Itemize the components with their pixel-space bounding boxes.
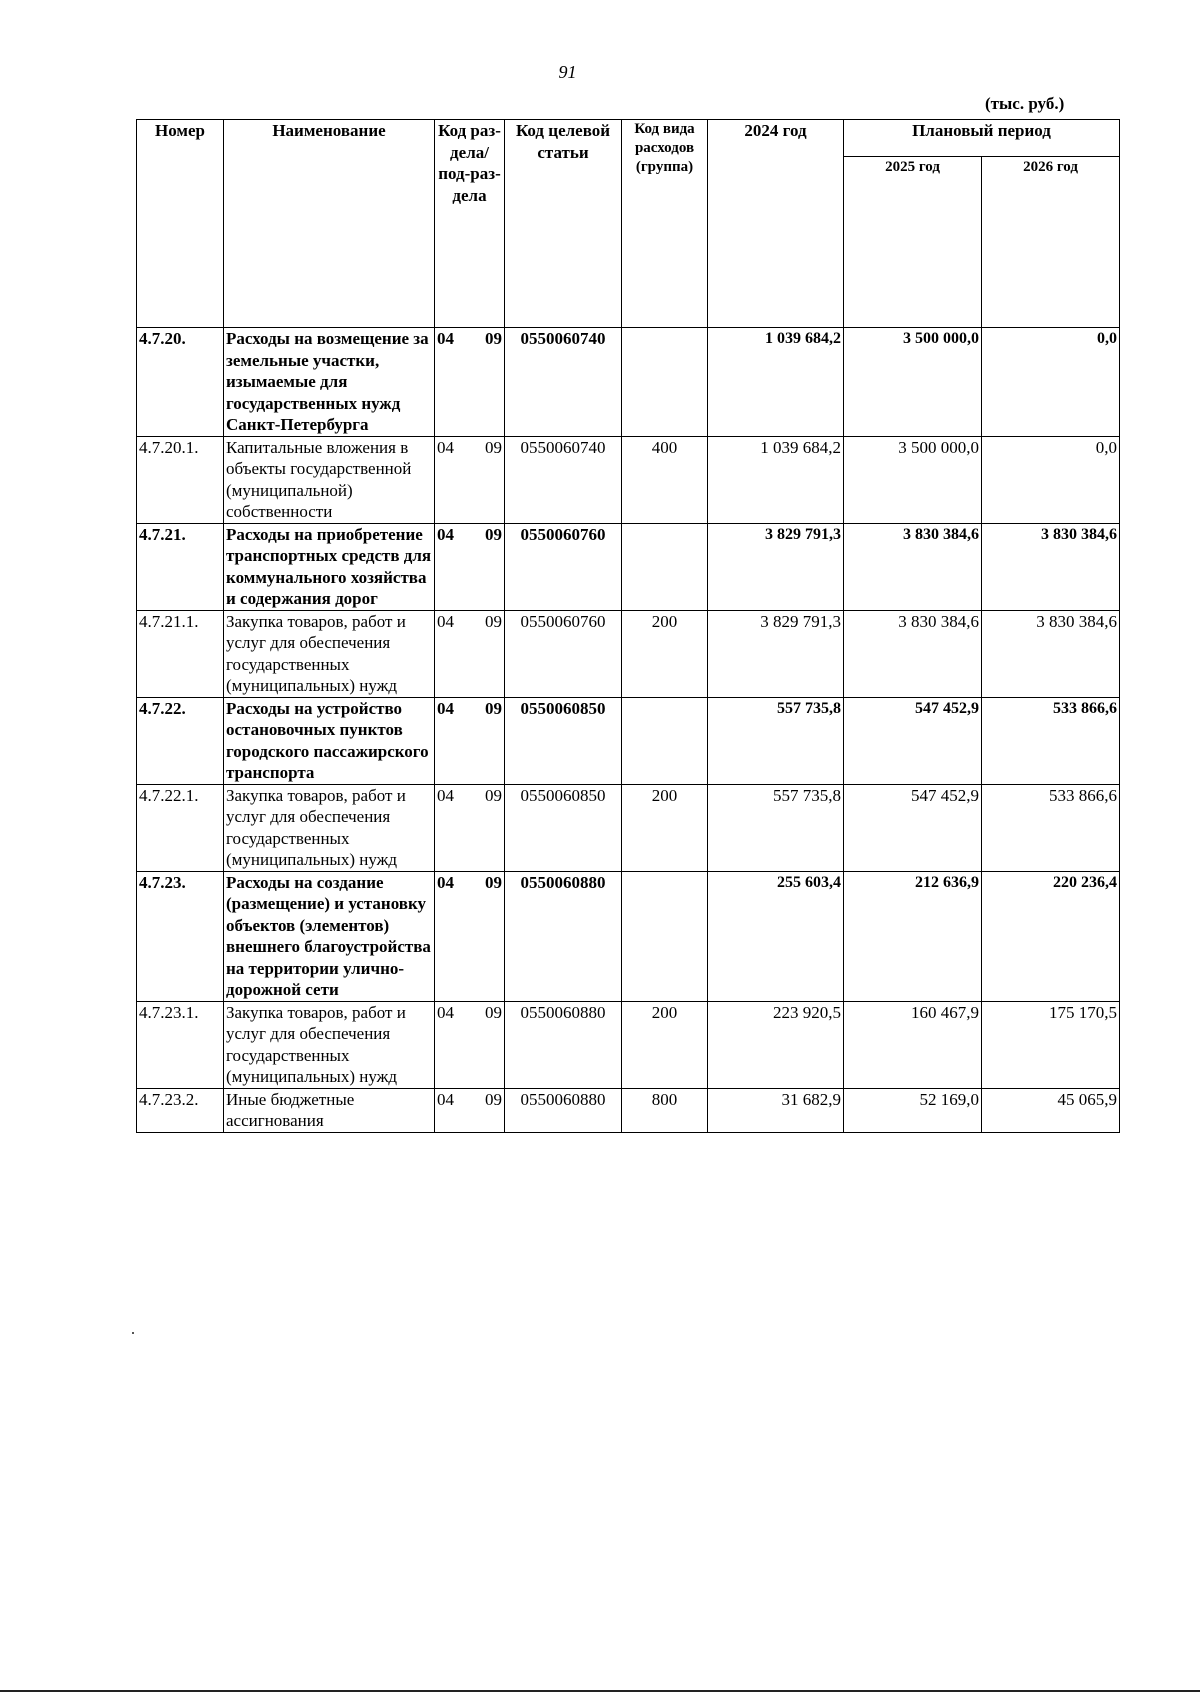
header-2026: 2026 год bbox=[982, 157, 1120, 328]
row-amount-2025: 547 452,9 bbox=[844, 784, 982, 871]
row-amount-2025: 3 830 384,6 bbox=[844, 610, 982, 697]
header-row bbox=[137, 120, 1120, 157]
table-row bbox=[137, 697, 1120, 784]
subsection-code: 09 bbox=[485, 698, 502, 718]
row-target-code: 0550060760 bbox=[505, 523, 622, 610]
section-code: 04 bbox=[437, 698, 454, 718]
scan-speck bbox=[132, 1332, 134, 1334]
row-amount-2025: 212 636,9 bbox=[844, 871, 982, 1001]
row-target-code: 0550060880 bbox=[505, 1001, 622, 1088]
row-target-code: 0550060880 bbox=[505, 1088, 622, 1132]
header-expense-type: Код вида расходов (группа) bbox=[622, 120, 708, 328]
table-row bbox=[137, 871, 1120, 1001]
row-name: Закупка товаров, работ и услуг для обеспечения государственных (муниципальных) нужд bbox=[224, 610, 435, 697]
row-section-code bbox=[435, 610, 505, 697]
table-row bbox=[137, 1088, 1120, 1132]
row-expense-type: 400 bbox=[622, 436, 708, 523]
row-amount-2026: 0,0 bbox=[982, 436, 1120, 523]
row-amount-2026: 45 065,9 bbox=[982, 1088, 1120, 1132]
header-name: Наименование bbox=[224, 120, 435, 328]
row-section-code bbox=[435, 328, 505, 437]
header-2025: 2025 год bbox=[844, 157, 982, 328]
row-section-code bbox=[435, 697, 505, 784]
row-amount-2025: 3 500 000,0 bbox=[844, 328, 982, 437]
row-amount-2025: 3 830 384,6 bbox=[844, 523, 982, 610]
table-row bbox=[137, 784, 1120, 871]
row-target-code: 0550060850 bbox=[505, 784, 622, 871]
row-amount-2026: 175 170,5 bbox=[982, 1001, 1120, 1088]
row-expense-type: 200 bbox=[622, 784, 708, 871]
row-name: Расходы на создание (размещение) и установку объектов (элементов) внешнего благоустройства на территории улично-дорожной сети bbox=[224, 871, 435, 1001]
row-expense-type bbox=[622, 328, 708, 437]
subsection-code: 09 bbox=[485, 329, 502, 348]
header-section: Код раз-дела/ под-раз-дела bbox=[435, 120, 505, 328]
row-name: Расходы на возмещение за земельные участки, изымаемые для государственных нужд Санкт-Петербурга bbox=[224, 328, 435, 437]
row-number: 4.7.23.1. bbox=[137, 1001, 224, 1088]
budget-table bbox=[136, 119, 1120, 1133]
row-amount-2024: 3 829 791,3 bbox=[708, 610, 844, 697]
subsection-code: 09 bbox=[485, 785, 502, 805]
row-section-code bbox=[435, 523, 505, 610]
row-expense-type bbox=[622, 871, 708, 1001]
row-amount-2026: 3 830 384,6 bbox=[982, 610, 1120, 697]
row-expense-type: 200 bbox=[622, 1001, 708, 1088]
table-row bbox=[137, 328, 1120, 437]
row-number: 4.7.22. bbox=[137, 697, 224, 784]
table-row bbox=[137, 610, 1120, 697]
row-number: 4.7.22.1. bbox=[137, 784, 224, 871]
row-amount-2025: 52 169,0 bbox=[844, 1088, 982, 1132]
row-amount-2025: 3 500 000,0 bbox=[844, 436, 982, 523]
row-section-code bbox=[435, 784, 505, 871]
section-code: 04 bbox=[437, 1002, 454, 1022]
row-amount-2024: 255 603,4 bbox=[708, 871, 844, 1001]
header-2024: 2024 год bbox=[708, 120, 844, 328]
row-number: 4.7.21. bbox=[137, 523, 224, 610]
row-number: 4.7.20. bbox=[137, 328, 224, 437]
row-expense-type: 800 bbox=[622, 1088, 708, 1132]
row-target-code: 0550060760 bbox=[505, 610, 622, 697]
row-amount-2024: 1 039 684,2 bbox=[708, 328, 844, 437]
row-amount-2026: 533 866,6 bbox=[982, 784, 1120, 871]
row-amount-2025: 547 452,9 bbox=[844, 697, 982, 784]
row-amount-2024: 3 829 791,3 bbox=[708, 523, 844, 610]
row-amount-2026: 533 866,6 bbox=[982, 697, 1120, 784]
row-name: Расходы на приобретение транспортных средств для коммунального хозяйства и содержания дорог bbox=[224, 523, 435, 610]
header-plan-period: Плановый период bbox=[844, 120, 1120, 157]
row-amount-2024: 31 682,9 bbox=[708, 1088, 844, 1132]
subsection-code: 09 bbox=[485, 1089, 502, 1109]
row-number: 4.7.23.2. bbox=[137, 1088, 224, 1132]
row-target-code: 0550060740 bbox=[505, 328, 622, 437]
section-code: 04 bbox=[437, 1089, 454, 1109]
section-code: 04 bbox=[437, 437, 454, 457]
section-code: 04 bbox=[437, 872, 454, 892]
row-name: Расходы на устройство остановочных пунктов городского пассажирского транспорта bbox=[224, 697, 435, 784]
row-expense-type bbox=[622, 523, 708, 610]
row-section-code bbox=[435, 1001, 505, 1088]
section-code: 04 bbox=[437, 611, 454, 631]
subsection-code: 09 bbox=[485, 872, 502, 892]
table-row bbox=[137, 523, 1120, 610]
row-amount-2024: 557 735,8 bbox=[708, 697, 844, 784]
row-name: Иные бюджетные ассигнования bbox=[224, 1088, 435, 1132]
row-section-code bbox=[435, 871, 505, 1001]
row-target-code: 0550060880 bbox=[505, 871, 622, 1001]
units-label: (тыс. руб.) bbox=[985, 94, 1065, 113]
table-row bbox=[137, 436, 1120, 523]
row-amount-2025: 160 467,9 bbox=[844, 1001, 982, 1088]
section-code: 04 bbox=[437, 524, 454, 544]
row-section-code bbox=[435, 436, 505, 523]
row-amount-2024: 223 920,5 bbox=[708, 1001, 844, 1088]
header-target: Код целевой статьи bbox=[505, 120, 622, 328]
row-name: Капитальные вложения в объекты государственной (муниципальной) собственности bbox=[224, 436, 435, 523]
row-expense-type: 200 bbox=[622, 610, 708, 697]
row-name: Закупка товаров, работ и услуг для обеспечения государственных (муниципальных) нужд bbox=[224, 1001, 435, 1088]
row-amount-2024: 557 735,8 bbox=[708, 784, 844, 871]
table-body bbox=[137, 328, 1120, 1133]
subsection-code: 09 bbox=[485, 524, 502, 544]
subsection-code: 09 bbox=[485, 1002, 502, 1022]
row-section-code bbox=[435, 1088, 505, 1132]
row-amount-2024: 1 039 684,2 bbox=[708, 436, 844, 523]
scan-edge-line bbox=[0, 1690, 1200, 1692]
table-row bbox=[137, 1001, 1120, 1088]
section-code: 04 bbox=[437, 329, 454, 348]
row-amount-2026: 220 236,4 bbox=[982, 871, 1120, 1001]
row-number: 4.7.21.1. bbox=[137, 610, 224, 697]
section-code: 04 bbox=[437, 785, 454, 805]
row-target-code: 0550060850 bbox=[505, 697, 622, 784]
row-name: Закупка товаров, работ и услуг для обеспечения государственных (муниципальных) нужд bbox=[224, 784, 435, 871]
row-amount-2026: 0,0 bbox=[982, 328, 1120, 437]
row-expense-type bbox=[622, 697, 708, 784]
row-target-code: 0550060740 bbox=[505, 436, 622, 523]
row-number: 4.7.20.1. bbox=[137, 436, 224, 523]
page-number: 91 bbox=[558, 62, 577, 82]
row-number: 4.7.23. bbox=[137, 871, 224, 1001]
subsection-code: 09 bbox=[485, 437, 502, 457]
subsection-code: 09 bbox=[485, 611, 502, 631]
header-number: Номер bbox=[137, 120, 224, 328]
row-amount-2026: 3 830 384,6 bbox=[982, 523, 1120, 610]
